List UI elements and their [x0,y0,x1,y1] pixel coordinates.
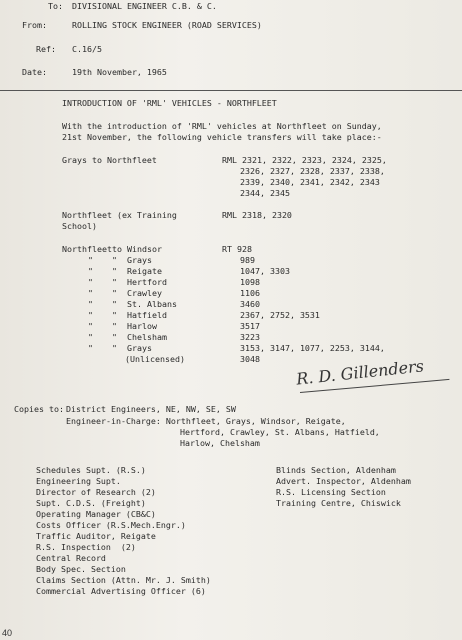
transfer-to: " Chelsham [112,332,167,342]
training-label: School) [62,221,97,231]
date-value: 19th November, 1965 [72,67,167,77]
transfer-vehicles: 989 [240,255,255,265]
transfer-from: " [88,321,93,331]
date-label: Date: [22,67,47,77]
grays-label: Grays to Northfleet [62,155,157,165]
transfer-vehicles: 3048 [240,354,260,364]
transfer-from: " [88,288,93,298]
grays-vehicles: 2344, 2345 [240,188,290,198]
transfer-from: " [88,310,93,320]
transfer-vehicles: 3460 [240,299,260,309]
transfer-to: " Grays [112,343,152,353]
subject-heading: INTRODUCTION OF 'RML' VEHICLES - NORTHFLEET [62,98,277,108]
distribution-item: Central Record [36,553,106,563]
distribution-item: Director of Research (2) [36,487,156,497]
intro-line: 21st November, the following vehicle transfers will take place:- [62,132,382,142]
transfer-from: " [88,343,93,353]
transfer-from: " [88,266,93,276]
copies-eic: Hertford, Crawley, St. Albans, Hatfield, [180,427,380,437]
transfer-from: " [88,255,93,265]
transfer-vehicles: 2367, 2752, 3531 [240,310,320,320]
distribution-item: Traffic Auditor, Reigate [36,531,156,541]
ref-label: Ref: [36,44,56,54]
to-label: To: [48,1,63,11]
from-label: From: [22,20,47,30]
distribution-item: Claims Section (Attn. Mr. J. Smith) [36,575,211,585]
copies-district: District Engineers, NE, NW, SE, SW [66,404,236,414]
from-value: ROLLING STOCK ENGINEER (ROAD SERVICES) [72,20,262,30]
transfer-vehicles: 1098 [240,277,260,287]
transfer-to: " Harlow [112,321,157,331]
distribution-item: Supt. C.D.S. (Freight) [36,498,146,508]
transfer-vehicles: 3517 [240,321,260,331]
copies-label: Copies to: [14,404,64,414]
transfer-vehicles: 3223 [240,332,260,342]
training-label: Northfleet (ex Training [62,210,177,220]
transfer-vehicles: 3153, 3147, 1077, 2253, 3144, [240,343,385,353]
transfer-vehicles: 1047, 3303 [240,266,290,276]
distribution-item: Advert. Inspector, Aldenham [276,476,411,486]
transfer-from: " [88,277,93,287]
grays-vehicles: RML 2321, 2322, 2323, 2324, 2325, [222,155,387,165]
transfer-to: (Unlicensed) [125,354,185,364]
grays-vehicles: 2326, 2327, 2328, 2337, 2338, [240,166,385,176]
transfer-from: Northfleet [62,244,112,254]
distribution-item: Costs Officer (R.S.Mech.Engr.) [36,520,186,530]
distribution-item: R.S. Licensing Section [276,487,386,497]
training-vehicles: RML 2318, 2320 [222,210,292,220]
distribution-item: Operating Manager (CB&C) [36,509,156,519]
distribution-item: Commercial Advertising Officer (6) [36,586,206,596]
transfer-to: " Crawley [112,288,162,298]
header-divider [0,90,462,91]
intro-line: With the introduction of 'RML' vehicles at Northfleet on Sunday, [62,121,382,131]
ref-value: C.16/5 [72,44,102,54]
distribution-item: Training Centre, Chiswick [276,498,401,508]
distribution-item: Engineering Supt. [36,476,121,486]
copies-eic: Engineer-in-Charge: Northfleet, Grays, Windsor, Reigate, [66,416,346,426]
distribution-item: R.S. Inspection (2) [36,542,136,552]
transfer-vehicles: RT 928 [222,244,252,254]
transfer-from: " [88,332,93,342]
distribution-item: Body Spec. Section [36,564,126,574]
distribution-item: Schedules Supt. (R.S.) [36,465,146,475]
signature: R. D. Gillenders [295,356,425,389]
transfer-to: to Windsor [112,244,162,254]
transfer-to: " Hatfield [112,310,167,320]
transfer-to: " St. Albans [112,299,177,309]
grays-vehicles: 2339, 2340, 2341, 2342, 2343 [240,177,380,187]
copies-eic: Harlow, Chelsham [180,438,260,448]
transfer-vehicles: 1106 [240,288,260,298]
transfer-from: " [88,299,93,309]
transfer-to: " Reigate [112,266,162,276]
distribution-item: Blinds Section, Aldenham [276,465,396,475]
transfer-to: " Grays [112,255,152,265]
to-value: DIVISIONAL ENGINEER C.B. & C. [72,1,217,11]
transfer-to: " Hertford [112,277,167,287]
page-number: 40 [2,628,13,638]
